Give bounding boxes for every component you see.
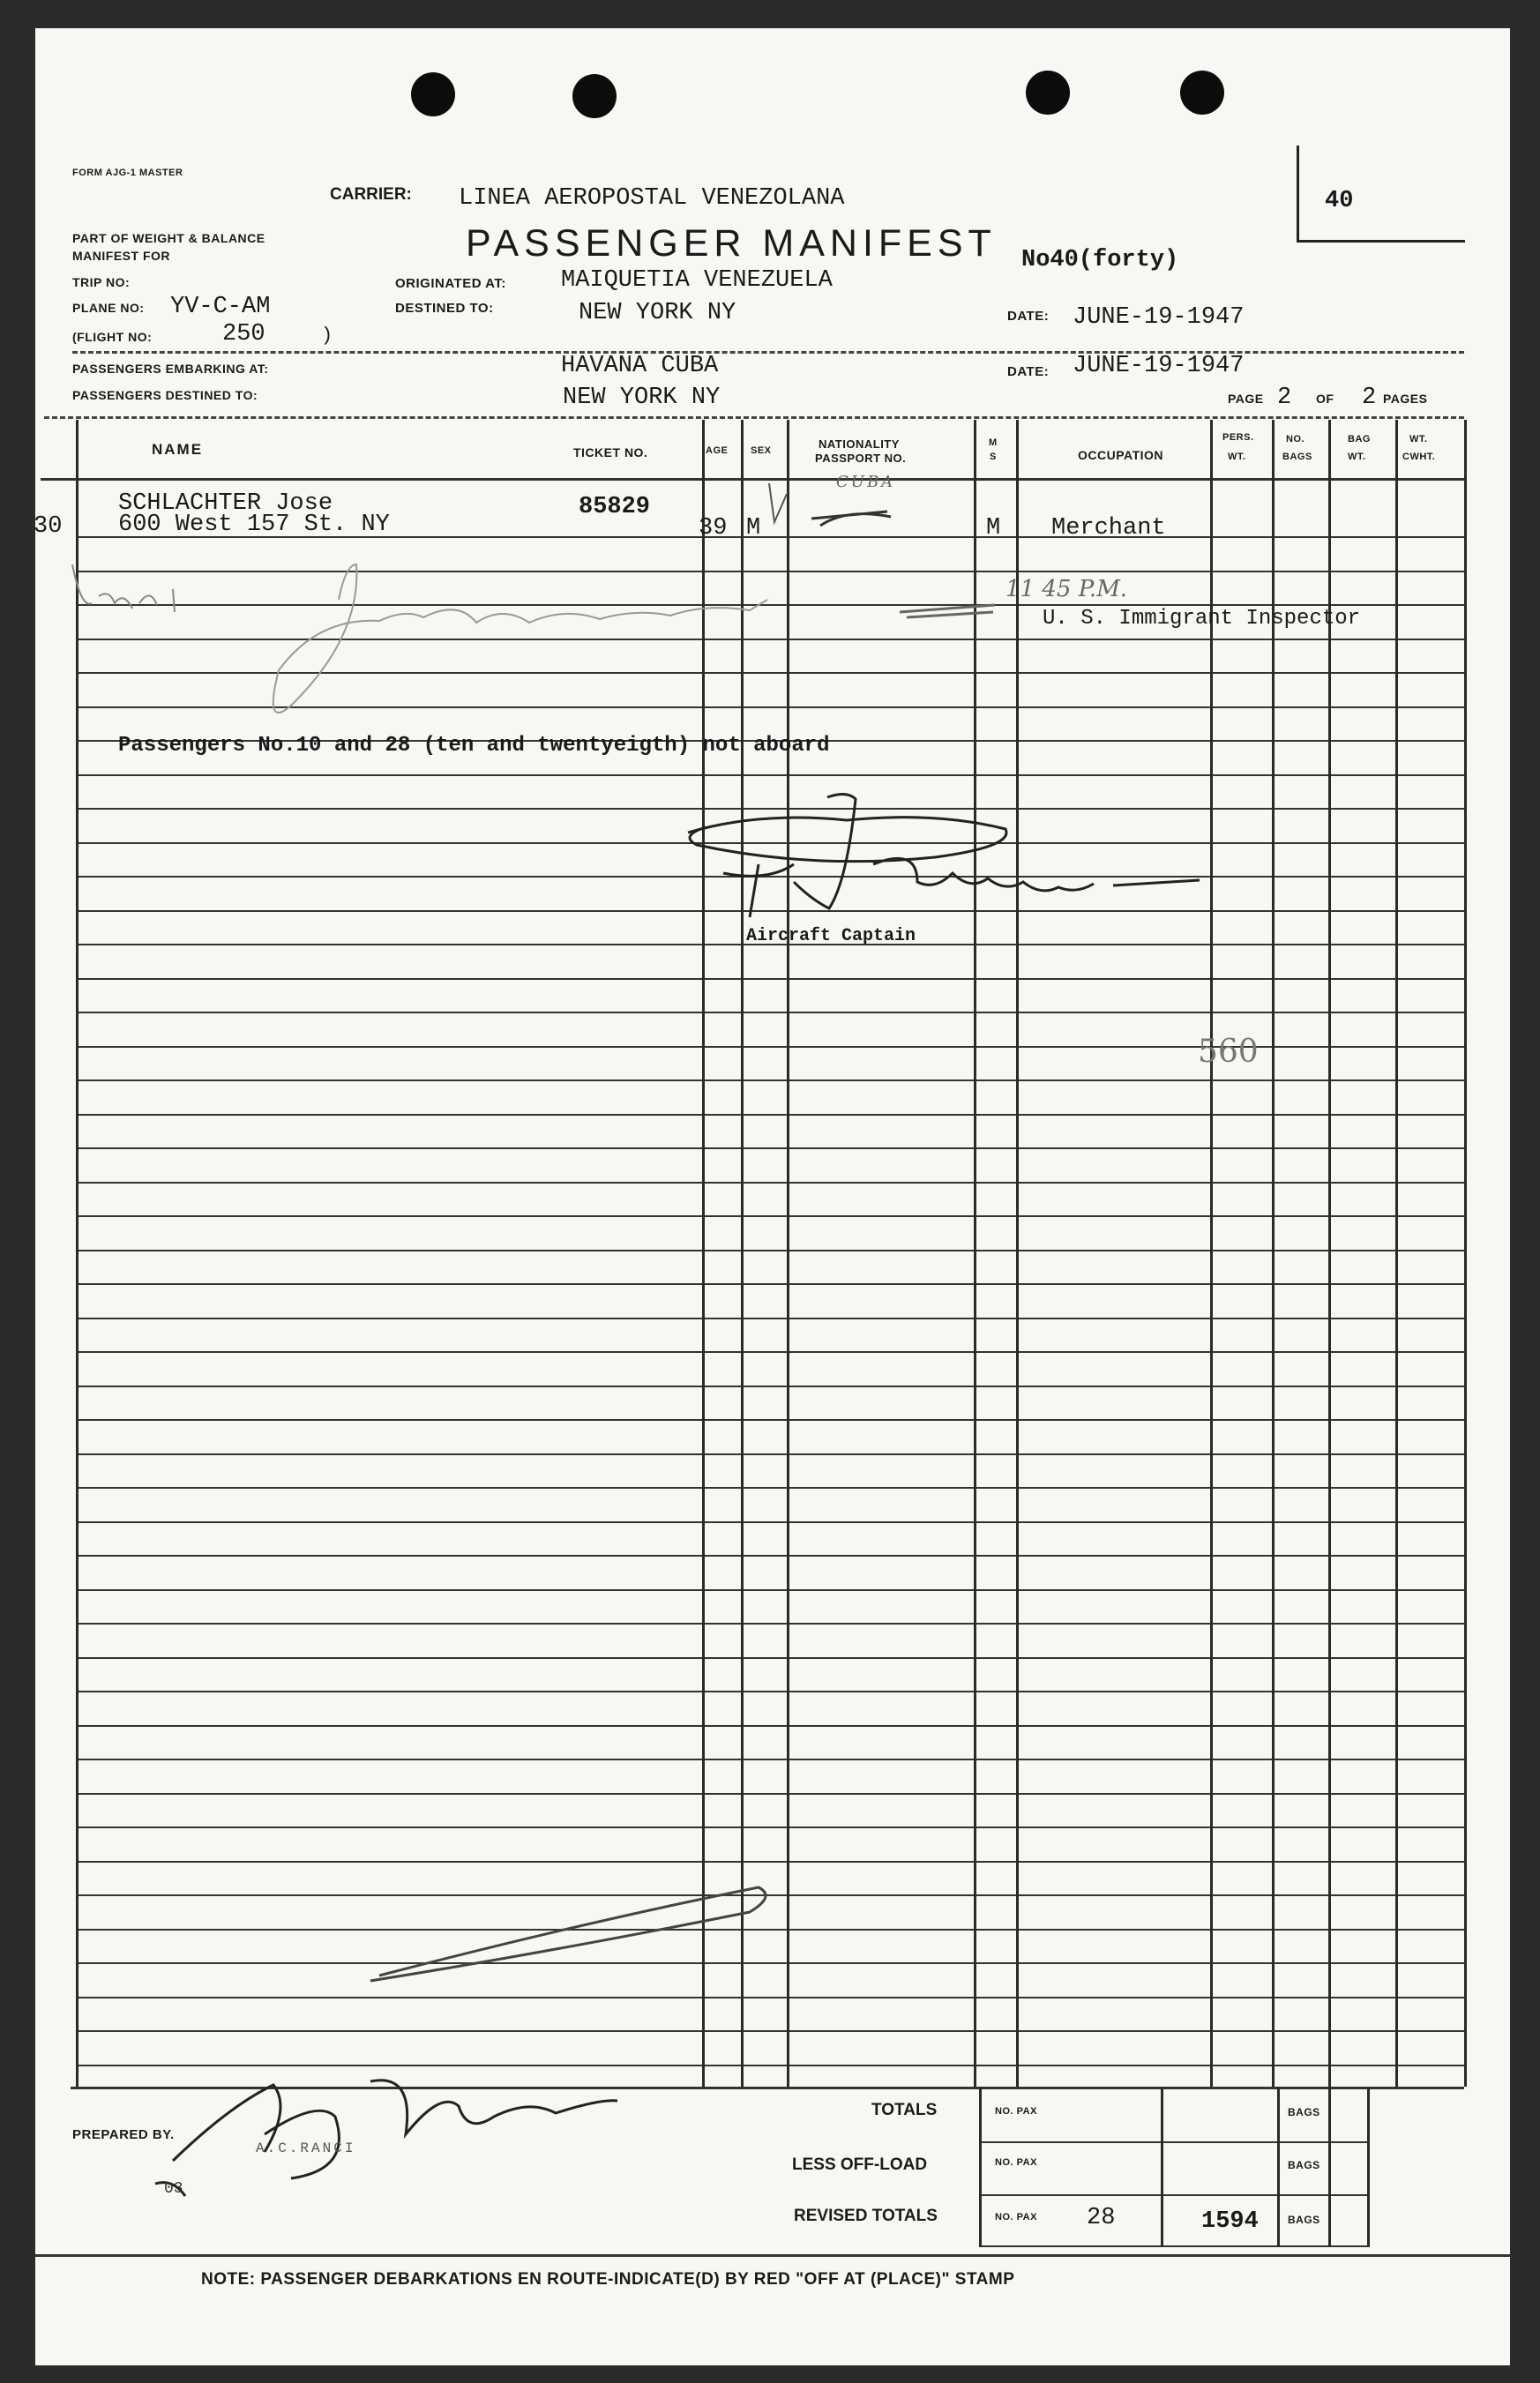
manifest-title: PASSENGER MANIFEST: [466, 222, 997, 265]
col-passport: PASSPORT NO.: [815, 452, 907, 465]
plane-no-label: PLANE NO:: [72, 301, 145, 315]
passenger-age: 39: [699, 515, 728, 542]
bags-label: BAGS: [1288, 2214, 1320, 2226]
captain-label: Aircraft Captain: [746, 926, 916, 946]
destined2-value: NEW YORK NY: [563, 385, 721, 411]
totals-label: TOTALS: [871, 2101, 938, 2119]
row-number: 30: [34, 513, 63, 540]
bags-label: BAGS: [1288, 2159, 1320, 2171]
no-pax-label: NO. PAX: [995, 2106, 1037, 2117]
date-value: JUNE-19-1947: [1073, 353, 1245, 379]
col-nationality: NATIONALITY: [819, 437, 900, 451]
bags-label: BAGS: [1288, 2106, 1320, 2118]
pages-label: PAGES: [1383, 392, 1428, 406]
svg-text:03: 03: [164, 2180, 183, 2198]
col-no-bags: BAGS: [1282, 452, 1312, 462]
col-bag-wt: BAG: [1348, 434, 1371, 444]
of-label: OF: [1316, 392, 1334, 406]
page-number: 2: [1277, 385, 1292, 411]
pages-total: 2: [1362, 385, 1377, 411]
flight-no-label: (FLIGHT NO:: [72, 330, 153, 344]
revised-pax: 28: [1087, 2205, 1116, 2231]
col-wt-cwt: WT.: [1409, 434, 1428, 444]
marital-status: M: [986, 515, 1001, 542]
col-ms: S: [990, 452, 997, 462]
date-label: DATE:: [1007, 364, 1050, 379]
col-bag-wt: WT.: [1348, 452, 1366, 462]
date-value: JUNE-19-1947: [1073, 304, 1245, 331]
col-ticket: TICKET NO.: [573, 445, 648, 459]
svg-text:A.C.RANCI: A.C.RANCI: [256, 2140, 356, 2156]
manifest-for-label: MANIFEST FOR: [72, 249, 170, 263]
prepared-by-label: PREPARED BY.: [72, 2127, 175, 2142]
date-label: DATE:: [1007, 309, 1050, 324]
destined-value: NEW YORK NY: [579, 300, 736, 326]
no-pax-label: NO. PAX: [995, 2212, 1037, 2222]
passenger-sex: M: [746, 515, 761, 542]
col-occupation: OCCUPATION: [1078, 448, 1164, 462]
originated-value: MAIQUETIA VENEZUELA: [561, 267, 833, 294]
trip-no-label: TRIP NO:: [72, 275, 131, 289]
carrier: LINEA AEROPOSTAL VENEZOLANA: [459, 185, 845, 212]
flight-no-close: ): [321, 325, 333, 347]
form-number: FORM AJG-1 MASTER: [72, 168, 183, 178]
weight-balance-label: PART OF WEIGHT & BALANCE: [72, 231, 265, 245]
destined2-label: PASSENGERS DESTINED TO:: [72, 388, 258, 402]
revised-weight: 1594: [1201, 2208, 1259, 2235]
remark-not-aboard: Passengers No.10 and 28 (ten and twentyeigth) not aboard: [118, 734, 830, 758]
less-offload-label: LESS OFF-LOAD: [792, 2155, 928, 2174]
occupation: Merchant: [1051, 515, 1166, 542]
col-ms: M: [989, 437, 998, 448]
page-label: PAGE: [1228, 392, 1264, 406]
ticket-number: 85829: [579, 494, 651, 520]
col-no-bags: NO.: [1286, 434, 1305, 444]
col-pers-wt: WT.: [1228, 452, 1246, 462]
revised-totals-label: REVISED TOTALS: [794, 2207, 938, 2225]
passenger-name: SCHLACHTER Jose: [118, 490, 333, 517]
col-age: AGE: [706, 445, 729, 456]
destined-label: DESTINED TO:: [395, 301, 494, 316]
col-pers-wt: PERS.: [1222, 432, 1254, 443]
originated-label: ORIGINATED AT:: [395, 276, 506, 291]
inspector-stamp: U. S. Immigrant Inspector: [1043, 607, 1361, 631]
manifest-number: No40(forty): [1021, 247, 1179, 273]
col-wt-cwt: CWHT.: [1402, 452, 1436, 462]
plane-no: YV-C-AM: [170, 294, 271, 320]
passenger-address: 600 West 157 St. NY: [118, 512, 390, 538]
nationality-handwritten: CUBA: [836, 473, 896, 491]
corner-number: 40: [1325, 188, 1354, 214]
col-name: NAME: [152, 441, 204, 458]
embarking-value: HAVANA CUBA: [561, 353, 719, 379]
footer-note: NOTE: PASSENGER DEBARKATIONS EN ROUTE-INDICATE(D) BY RED "OFF AT (PLACE)" STAMP: [201, 2270, 1015, 2289]
no-pax-label: NO. PAX: [995, 2157, 1037, 2168]
embarking-label: PASSENGERS EMBARKING AT:: [72, 362, 269, 376]
col-sex: SEX: [751, 445, 772, 456]
carrier-label: CARRIER:: [330, 185, 412, 204]
handwritten-total: 560: [1198, 1034, 1259, 1070]
svg-text:11 45 P.M.: 11 45 P.M.: [1005, 576, 1128, 602]
flight-no: 250: [222, 321, 265, 347]
